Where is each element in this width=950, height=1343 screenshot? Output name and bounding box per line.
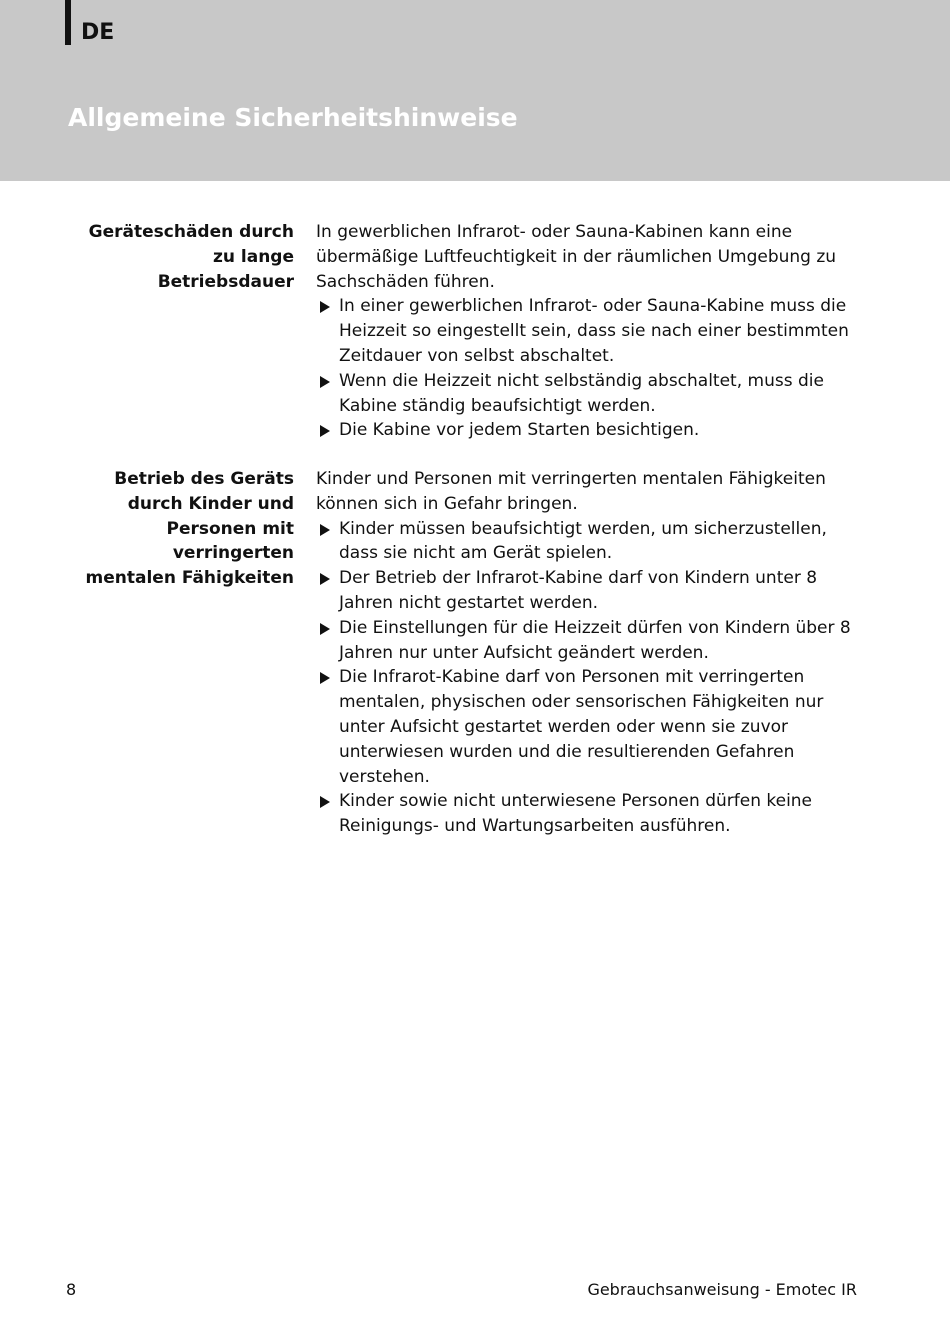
list-item xyxy=(316,789,866,839)
section-body xyxy=(316,220,866,443)
list-item xyxy=(316,369,866,419)
section-body xyxy=(316,467,866,839)
list-item-text: Kinder sowie nicht unterwiesene Personen dürfen keine Reinigungs- und Wartungsarbeiten ausführen. xyxy=(339,791,813,837)
section-label: Geräteschäden durch zu lange Betriebsdauer xyxy=(88,222,294,292)
list-item-text: Die Infrarot-Kabine darf von Personen mit verringerten mentalen, physischen oder sensorischen Fähigkeiten nur unter Aufsicht gestartet werden oder wenn sie zuvor unterwiesen wurden und die resultierenden Gefahren verstehen. xyxy=(339,667,824,787)
list-item-text: Kinder müssen beaufsichtigt werden, um sicherzustellen, dass sie nicht am Gerät spielen. xyxy=(339,518,827,564)
list-item xyxy=(316,665,866,789)
triangle-bullet-icon xyxy=(320,524,330,536)
triangle-bullet-icon xyxy=(320,672,330,684)
list-item-text: In einer gewerblichen Infrarot- oder Sauna-Kabine muss die Heizzeit so eingestellt sein, dass sie nach einer bestimmten Zeitdauer von selbst abschaltet. xyxy=(339,296,849,366)
triangle-bullet-icon xyxy=(320,376,330,388)
language-tag: DE xyxy=(81,20,115,45)
triangle-bullet-icon xyxy=(320,425,330,437)
list-item xyxy=(316,294,866,368)
triangle-bullet-icon xyxy=(320,796,330,808)
list-item xyxy=(316,616,866,666)
section-intro: In gewerblichen Infrarot- oder Sauna-Kabinen kann eine übermäßige Luftfeuchtigkeit in der räumlichen Umgebung zu Sachschäden führen. xyxy=(316,222,837,292)
section-label: Betrieb des Geräts durch Kinder und Personen mit verringerten mentalen Fähigkeiten xyxy=(85,469,294,589)
header-band xyxy=(0,0,950,181)
triangle-bullet-icon xyxy=(320,623,330,635)
list-item-text: Die Einstellungen für die Heizzeit dürfen von Kindern über 8 Jahren nur unter Aufsicht geändert werden. xyxy=(339,617,851,663)
list-item-text: Der Betrieb der Infrarot-Kabine darf von Kindern unter 8 Jahren nicht gestartet werden. xyxy=(339,568,818,613)
bullet-list xyxy=(316,294,866,443)
list-item xyxy=(316,418,866,443)
page-title: Allgemeine Sicherheitshinweise xyxy=(68,103,518,132)
bullet-list xyxy=(316,517,866,839)
document-title: Gebrauchsanweisung - Emotec IR xyxy=(587,1280,857,1299)
page-number: 8 xyxy=(66,1280,77,1299)
section-intro: Kinder und Personen mit verringerten mentalen Fähigkeiten können sich in Gefahr bringen. xyxy=(316,469,826,514)
list-item-text: Wenn die Heizzeit nicht selbständig abschaltet, muss die Kabine ständig beaufsichtigt werden. xyxy=(339,370,824,416)
triangle-bullet-icon xyxy=(320,573,330,585)
list-item xyxy=(316,517,866,567)
list-item-text: Die Kabine vor jedem Starten besichtigen. xyxy=(339,420,700,441)
language-marker-bar xyxy=(65,0,71,45)
triangle-bullet-icon xyxy=(320,301,330,313)
list-item xyxy=(316,566,866,616)
